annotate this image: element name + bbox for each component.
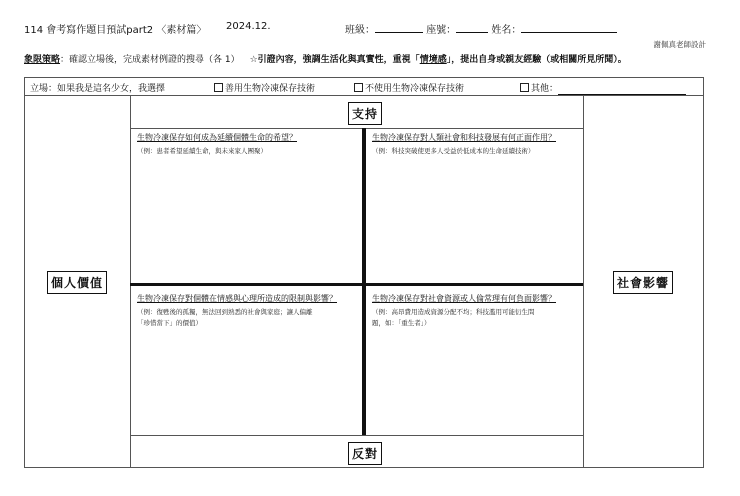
quadrant-bottom-right-question (372, 293, 556, 304)
worksheet-title: 114 會考寫作題目預試part2 〈素材篇〉 (24, 25, 207, 36)
example-line: （例：復甦後的孤獨，無法回到熟悉的社會與家庭；讓人偏離 (137, 308, 313, 316)
strategy-note-emph: 情境感 (419, 55, 447, 65)
right-column-divider (583, 96, 584, 467)
horizontal-axis (130, 283, 583, 286)
quadrant-top-right-question (372, 132, 556, 143)
example-line: （例：高昂費用造成資源分配不均；科技濫用可能衍生問 (372, 308, 535, 316)
stance-option-other[interactable] (520, 81, 558, 94)
question-text: 生物冷凍保存對社會資源或人倫常理有何負面影響？ (372, 294, 556, 303)
strategy-label: 象限策略 (24, 55, 61, 65)
quadrant-top-left-example: （例：患者希望延續生命，與未來家人團聚） (137, 147, 267, 155)
axis-label-oppose: 反對 (348, 442, 382, 465)
checkbox-icon[interactable] (354, 83, 363, 92)
quadrant-top-left-question (137, 132, 297, 143)
checkbox-icon[interactable] (214, 83, 223, 92)
stance-other-blank[interactable] (558, 85, 686, 95)
bottom-band-divider (130, 435, 583, 436)
stance-option-use[interactable] (214, 81, 315, 94)
name-blank[interactable] (521, 23, 617, 33)
strategy-line (24, 52, 627, 65)
question-text: 生物冷凍保存對個體在情感與心理所造成的限制與影響？ (137, 294, 337, 303)
strategy-note (250, 55, 627, 65)
class-label: 班級： (345, 25, 375, 36)
quadrant-top-right-example: （例：科技突破使更多人受益於低成本的生命延續技術） (372, 147, 535, 155)
stance-option-not-use[interactable] (354, 81, 464, 94)
stance-row (24, 77, 704, 96)
quadrant-bottom-left-example (137, 307, 313, 329)
worksheet-date: 2024.12. (226, 21, 271, 32)
seat-label: 座號： (426, 25, 457, 36)
strategy-note-prefix: ☆引證內容，強調生活化與真實性，重視「 (249, 55, 420, 65)
axis-label-personal-value: 個人價值 (47, 271, 107, 294)
axis-label-social-impact: 社會影響 (613, 271, 673, 294)
strategy-note-suffix: 」，提出自身或親友經驗（或相關所見所聞）。 (446, 55, 627, 65)
top-band-divider (130, 128, 583, 129)
example-line: 「珍惜當下」的價值） (137, 319, 202, 327)
student-info-fields (345, 21, 617, 36)
question-text: 生物冷凍保存如何成為延續個體生命的希望？ (137, 133, 297, 142)
quadrant-bottom-left-question (137, 293, 337, 304)
example-line: 題，如：「重生者」） (372, 319, 431, 327)
stance-option-not-use-label: 不使用生物冷凍保存技術 (365, 84, 465, 94)
quadrant-bottom-right-example (372, 307, 535, 329)
stance-option-use-label: 善用生物冷凍保存技術 (225, 84, 316, 94)
vertical-axis (362, 128, 366, 435)
class-blank[interactable] (375, 23, 423, 33)
seat-blank[interactable] (456, 23, 488, 33)
question-text: 生物冷凍保存對人類社會和科技發展有何正面作用？ (372, 133, 556, 142)
name-label: 姓名： (491, 25, 522, 36)
stance-option-other-label: 其他： (531, 84, 559, 94)
left-column-divider (130, 96, 131, 467)
strategy-text: ：確認立場後，完成素材例證的搜尋（各 1） (60, 55, 240, 65)
checkbox-icon[interactable] (520, 83, 529, 92)
designer-credit: 謝佩真老師設計 (653, 40, 706, 49)
axis-label-support: 支持 (348, 102, 382, 125)
stance-prompt: 立場：如果我是這名少女，我選擇 (30, 84, 166, 94)
